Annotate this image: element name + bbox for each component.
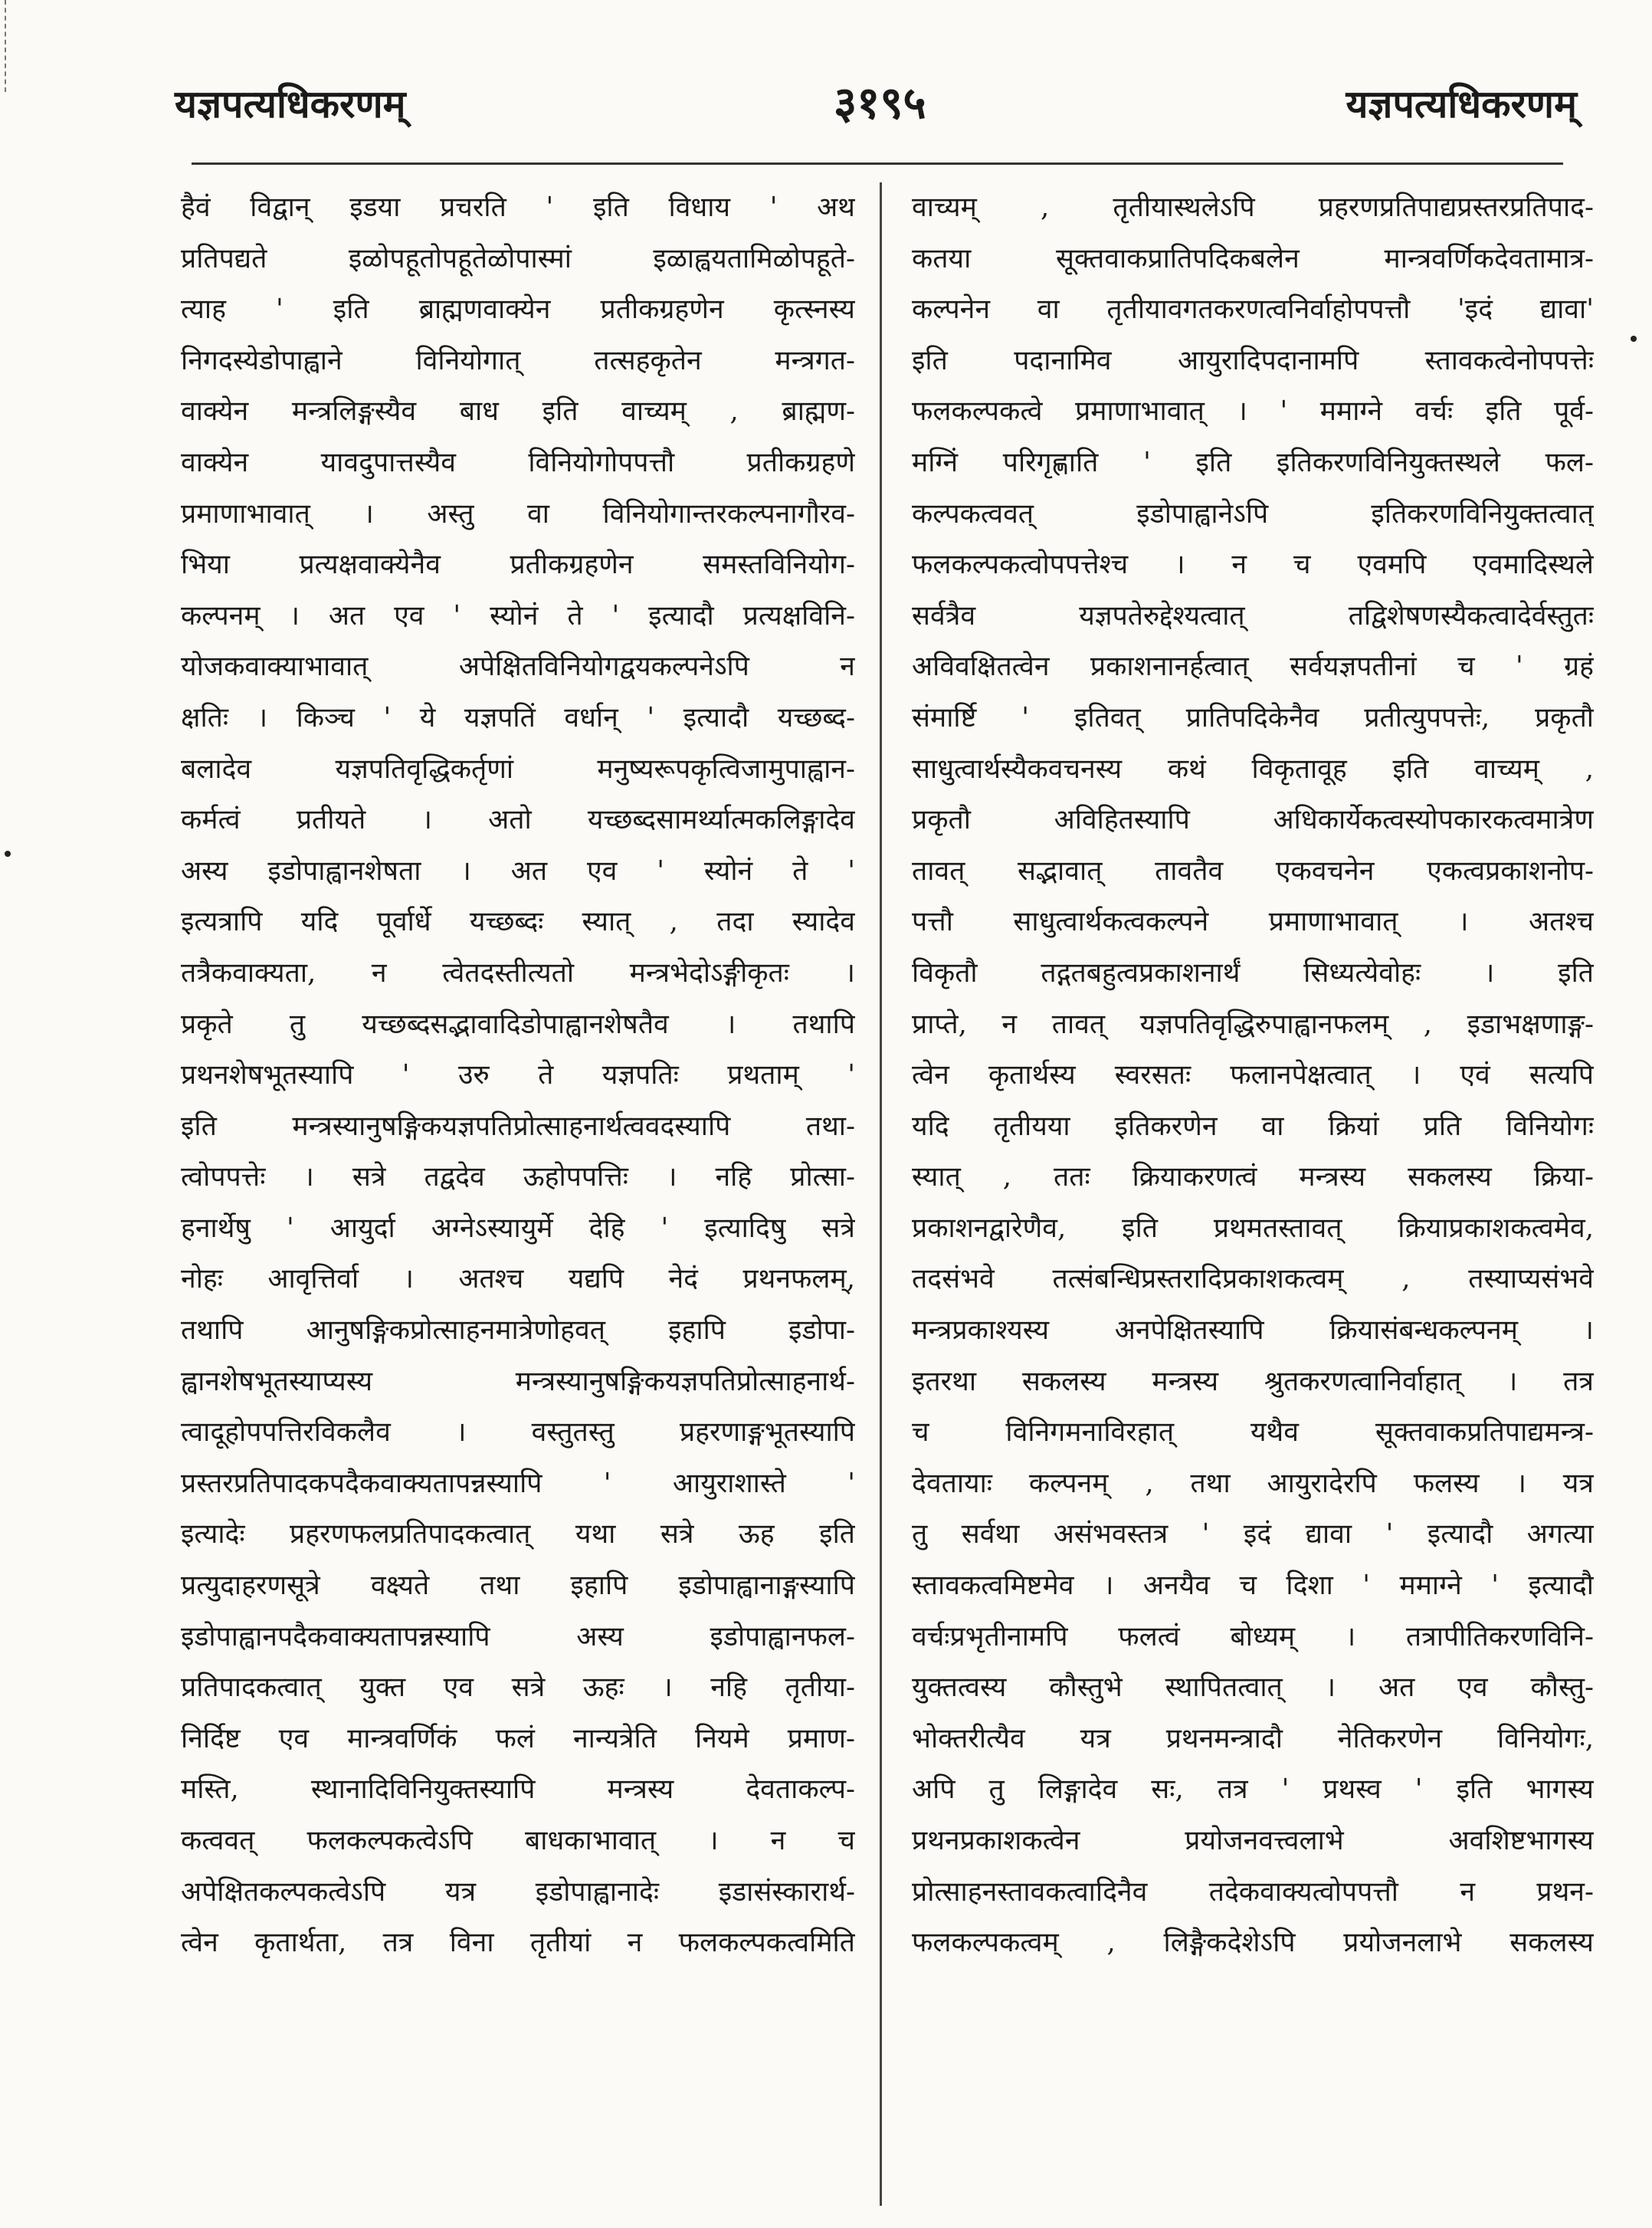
text-line: फलकल्पकत्वोपपत्तेश्च । न च एवमपि एवमादिस्थले [912,549,1594,581]
text-line: प्रतिपादकत्वात् युक्त एव सत्रे ऊहः । नहि तृतीया- [181,1672,855,1704]
text-line: अपेक्षितकल्पकत्वेऽपि यत्र इडोपाह्वानादेः इडासंस्कारार्थ- [181,1875,855,1908]
text-line: सर्वत्रैव यज्ञपतेरुद्देश्यत्वात् तद्विशेषणस्यैकत्वादेर्वस्तुतः [912,599,1594,632]
text-line: वाच्यम् , तृतीयास्थलेऽपि प्रहरणप्रतिपाद्यप्रस्तरप्रतिपाद- [912,192,1594,223]
text-line: अपि तु लिङ्गादेव सः, तत्र ' प्रथस्व ' इति भागस्य [912,1774,1594,1806]
text-line: प्रकाशनद्वारेणैव, इति प्रथमतस्तावत् क्रियाप्रकाशकत्वमेव, [912,1212,1594,1244]
left-column [181,182,855,1969]
text-line: तु सर्वथा असंभवस्तत्र ' इदं द्यावा ' इत्यादौ अगत्या [912,1518,1594,1550]
text-line: इडोपाह्वानपदैकवाक्यतापन्नस्यापि अस्य इडोपाह्वानफल- [181,1620,855,1652]
text-line: त्वोपपत्तेः । सत्रे तद्वदेव ऊहोपपत्तिः । नहि प्रोत्सा- [181,1161,855,1193]
text-line: इति मन्त्रस्यानुषङ्गिकयज्ञपतिप्रोत्साहनार्थत्ववदस्यापि तथा- [181,1110,855,1142]
text-line: निगदस्येडोपाह्वाने विनियोगात् तत्सहकृतेन मन्त्रगत- [181,344,855,376]
text-line: युक्तत्वस्य कौस्तुभे स्थापितत्वात् । अत एव कौस्तु- [912,1672,1594,1704]
text-line: कत्ववत् फलकल्पकत्वेऽपि बाधकाभावात् । न च [181,1825,855,1856]
text-line: त्वेन कृतार्थस्य स्वरसतः फलानपेक्षत्वात् । एवं सत्यपि [912,1059,1594,1091]
text-line: तत्रैकवाक्यता, न त्वेतदस्तीत्यतो मन्त्रभेदोऽङ्गीकृतः । [181,956,855,989]
text-line: बलादेव यज्ञपतिवृद्धिकर्तृणां मनुष्यरूपकृत्विजामुपाह्वान- [181,753,855,785]
text-line: हनार्थेषु ' आयुर्दा अग्नेऽस्यायुर्मे देहि ' इत्यादिषु सत्रे [181,1212,855,1244]
text-line: नोहः आवृत्तिर्वा । अतश्च यद्यपि नेदं प्रथनफलम्, [181,1263,855,1295]
text-line: विकृतौ तद्गतबहुत्वप्रकाशनार्थं सिध्यत्येवोहः । इति [912,956,1594,989]
margin-mark [5,0,6,92]
text-line: प्रथनशेषभूतस्यापि ' उरु ते यज्ञपतिः प्रथताम् ' [181,1059,855,1091]
text-line: वर्चःप्रभृतीनामपि फलत्वं बोध्यम् । तत्रापीतिकरणविनि- [912,1620,1594,1652]
margin-dot-right [1631,336,1637,342]
text-line: फलकल्पकत्वम् , लिङ्गैकदेशेऽपि प्रयोजनलाभे सकलस्य [912,1927,1594,1959]
text-line: भोक्तरीत्यैव यत्र प्रथनमन्त्रादौ नेतिकरणेन विनियोगः, [912,1722,1594,1754]
text-line: कल्पनम् । अत एव ' स्योनं ते ' इत्यादौ प्रत्यक्षविनि- [181,599,855,632]
text-line: कल्पनेन वा तृतीयावगतकरणत्वनिर्वाहोपपत्तौ 'इदं द्यावा' [912,294,1594,326]
text-line: मन्त्रप्रकाश्यस्य अनपेक्षितस्यापि क्रियासंबन्धकल्पनम् । [912,1314,1594,1347]
text-line: वाक्येन यावदुपात्तस्यैव विनियोगोपपत्तौ प्रतीकग्रहणे [181,446,855,478]
text-line: कल्पकत्ववत् इडोपाह्वानेऽपि इतिकरणविनियुक्तत्वात् [912,497,1594,530]
header-right-title: यज्ञपत्यधिकरणम् [1346,81,1577,126]
text-line: त्याह ' इति ब्राह्मणवाक्येन प्रतीकग्रहणेन कृत्स्नस्य [181,294,855,326]
text-line: प्रमाणाभावात् । अस्तु वा विनियोगान्तरकल्पनागौरव- [181,497,855,530]
text-line: इति पदानामिव आयुरादिपदानामपि स्तावकत्वेनोपपत्तेः [912,344,1594,376]
text-line: इतरथा सकलस्य मन्त्रस्य श्रुतकरणत्वानिर्वाहात् । तत्र [912,1365,1594,1397]
text-line: प्राप्ते, न तावत् यज्ञपतिवृद्धिरुपाह्वानफलम् , इडाभक्षणाङ्ग- [912,1008,1594,1040]
text-line: फलकल्पकत्वे प्रमाणाभावात् । ' ममाग्ने वर्चः इति पूर्व- [912,395,1594,428]
text-line: संमार्ष्टि ' इतिवत् प्रातिपदिकेनैव प्रतीत्युपपत्तेः, प्रकृतौ [912,701,1594,733]
text-line: ह्वानशेषभूतस्याप्यस्य मन्त्रस्यानुषङ्गिकयज्ञपतिप्रोत्साहनार्थ- [181,1365,855,1397]
text-line: कतया सूक्तवाकप्रातिपदिकबलेन मान्त्रवर्णिकदेवतामात्र- [912,242,1594,274]
text-line: हैवं विद्वान् इडया प्रचरति ' इति विधाय ' अथ [181,192,855,223]
page-number: ३१९५ [834,77,926,129]
text-line: प्रथनप्रकाशकत्वेन प्रयोजनवत्त्वलाभे अवशिष्टभागस्य [912,1825,1594,1856]
text-line: निर्दिष्ट एव मान्त्रवर्णिकं फलं नान्यत्रेति नियमे प्रमाण- [181,1722,855,1754]
text-line: पत्तौ साधुत्वार्थकत्वकल्पने प्रमाणाभावात् । अतश्च [912,906,1594,938]
column-divider [880,182,882,2206]
text-line: प्रकृतौ अविहितस्यापि अधिकार्येकत्वस्योपकारकत्वमात्रेण [912,804,1594,836]
text-line: प्रोत्साहनस्तावकत्वादिनैव तदेकवाक्यत्वोपपत्तौ न प्रथन- [912,1875,1594,1908]
header-rule [192,162,1563,165]
text-line: वाक्येन मन्त्रलिङ्गस्यैव बाध इति वाच्यम् , ब्राह्मण- [181,395,855,428]
running-header [175,77,1577,138]
text-line: साधुत्वार्थस्यैकवचनस्य कथं विकृतावूह इति वाच्यम् , [912,753,1594,785]
text-line: मग्निं परिगृह्णाति ' इति इतिकरणविनियुक्तस्थले फल- [912,446,1594,478]
text-line: त्वेन कृतार्थता, तत्र विना तृतीयां न फलकल्पकत्वमिति [181,1927,855,1959]
text-line: अस्य इडोपाह्वानशेषता । अत एव ' स्योनं ते ' [181,855,855,887]
text-line: मस्ति, स्थानादिविनियुक्तस्यापि मन्त्रस्य देवताकल्प- [181,1774,855,1806]
text-line: प्रकृते तु यच्छब्दसद्भावादिडोपाह्वानशेषतैव । तथापि [181,1008,855,1040]
text-line: स्तावकत्वमिष्टमेव । अनयैव च दिशा ' ममाग्ने ' इत्यादौ [912,1570,1594,1602]
text-line: इत्यत्रापि यदि पूर्वार्धे यच्छब्दः स्यात् , तदा स्यादेव [181,906,855,938]
text-line: यदि तृतीयया इतिकरणेन वा क्रियां प्रति विनियोगः [912,1110,1594,1142]
text-line: तावत् सद्भावात् तावतैव एकवचनेन एकत्वप्रकाशनोप- [912,855,1594,887]
text-line: प्रतिपद्यते इळोपहूतोपहूतेळोपास्मां इळाह्वयतामिळोपहूते- [181,242,855,274]
text-line: प्रस्तरप्रतिपादकपदैकवाक्यतापन्नस्यापि ' आयुराशास्ते ' [181,1467,855,1499]
text-line: स्यात् , ततः क्रियाकरणत्वं मन्त्रस्य सकलस्य क्रिया- [912,1161,1594,1193]
text-line: कर्मत्वं प्रतीयते । अतो यच्छब्दसामर्थ्यात्मकलिङ्गादेव [181,804,855,836]
text-line: च विनिगमनाविरहात् यथैव सूक्तवाकप्रतिपाद्यमन्त्र- [912,1416,1594,1449]
text-line: तथापि आनुषङ्गिकप्रोत्साहनमात्रेणोहवत् इहापि इडोपा- [181,1314,855,1347]
text-line: योजकवाक्याभावात् अपेक्षितविनियोगद्वयकल्पनेऽपि न [181,651,855,683]
text-line: देवतायाः कल्पनम् , तथा आयुरादेरपि फलस्य । यत्र [912,1467,1594,1499]
text-line: त्वादूहोपपत्तिरविकलैव । वस्तुतस्तु प्रहरणाङ्गभूतस्यापि [181,1416,855,1449]
text-line: भिया प्रत्यक्षवाक्येनैव प्रतीकग्रहणेन समस्तविनियोग- [181,549,855,581]
text-line: प्रत्युदाहरणसूत्रे वक्ष्यते तथा इहापि इडोपाह्वानाङ्गस्यापि [181,1570,855,1602]
text-line: इत्यादेः प्रहरणफलप्रतिपादकत्वात् यथा सत्रे ऊह इति [181,1518,855,1550]
text-line: तदसंभवे तत्संबन्धिप्रस्तरादिप्रकाशकत्वम् , तस्याप्यसंभवे [912,1263,1594,1295]
header-left-title: यज्ञपत्यधिकरणम् [175,81,406,126]
margin-dot-left [5,851,11,857]
right-column [912,182,1594,1969]
text-line: क्षतिः । किञ्च ' ये यज्ञपतिं वर्धान् ' इत्यादौ यच्छब्द- [181,701,855,733]
text-line: अविवक्षितत्वेन प्रकाशनानर्हत्वात् सर्वयज्ञपतीनां च ' ग्रहं [912,651,1594,683]
